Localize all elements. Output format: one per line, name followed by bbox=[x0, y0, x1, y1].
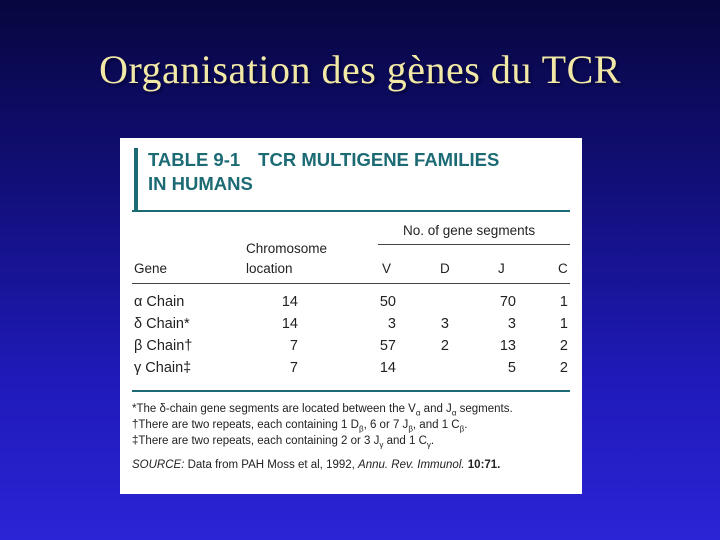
footnote-text: , 6 or 7 J bbox=[363, 419, 409, 431]
footnote-text: . bbox=[464, 419, 468, 431]
col-j: J bbox=[498, 261, 505, 276]
footnote-subscript: β bbox=[358, 424, 364, 434]
footer-rule bbox=[132, 390, 570, 392]
v-cell: 3 bbox=[387, 316, 396, 332]
header-rule bbox=[132, 210, 570, 212]
col-header-rule bbox=[132, 283, 570, 284]
c-cell: 1 bbox=[559, 294, 568, 310]
footnote-text: and 1 C bbox=[383, 435, 427, 447]
footnote-subscript: γ bbox=[379, 440, 384, 450]
gene-cell: α Chain bbox=[134, 294, 185, 310]
group-header: No. of gene segments bbox=[403, 223, 536, 238]
col-v: V bbox=[382, 261, 392, 276]
source-label: SOURCE: bbox=[132, 459, 185, 471]
j-cell: 13 bbox=[499, 338, 516, 354]
col-chromosome-2: location bbox=[246, 261, 293, 276]
chromosome-cell: 7 bbox=[289, 338, 298, 354]
footnote-text: †There are two repeats, each containing 1 D bbox=[132, 419, 359, 431]
footnote-subscript: β bbox=[459, 424, 465, 434]
chromosome-cell: 14 bbox=[281, 294, 298, 310]
footnote-subscript: γ bbox=[426, 440, 431, 450]
d-cell: 2 bbox=[440, 338, 449, 354]
slide-title: Organisation des gènes du TCR bbox=[99, 47, 621, 92]
chromosome-cell: 14 bbox=[281, 316, 298, 332]
chromosome-cell: 7 bbox=[289, 360, 298, 376]
j-cell: 5 bbox=[507, 360, 516, 376]
col-gene: Gene bbox=[134, 261, 168, 276]
c-cell: 2 bbox=[559, 338, 568, 354]
footnote-gamma bbox=[132, 434, 434, 452]
footnote-subscript: α bbox=[415, 408, 421, 418]
v-cell: 57 bbox=[379, 338, 396, 354]
table-card bbox=[120, 138, 582, 494]
footnote-text: *The δ-chain gene segments are located between the V bbox=[132, 403, 416, 415]
footnote-subscript: α bbox=[451, 408, 457, 418]
c-cell: 2 bbox=[559, 360, 568, 376]
gene-cell: β Chain† bbox=[134, 338, 193, 354]
v-cell: 50 bbox=[379, 294, 396, 310]
footnote-subscript: β bbox=[408, 424, 413, 434]
j-cell: 70 bbox=[499, 294, 516, 310]
source-note bbox=[132, 458, 500, 473]
footnote-text: ‡There are two repeats, each containing 2 or 3 J bbox=[132, 435, 380, 447]
v-cell: 14 bbox=[379, 360, 396, 376]
footnote-text: . bbox=[430, 435, 435, 447]
d-cell: 3 bbox=[440, 316, 449, 332]
table-title-line2: IN HUMANS bbox=[148, 173, 253, 194]
gene-cell: γ Chain‡ bbox=[134, 360, 192, 376]
footnote-text: and J bbox=[420, 403, 452, 415]
source-volume: 10:71. bbox=[464, 459, 501, 471]
table-title-line1 bbox=[148, 148, 574, 172]
footnote-text: , and 1 C bbox=[412, 419, 460, 431]
j-cell: 3 bbox=[507, 316, 516, 332]
col-d: D bbox=[440, 261, 450, 276]
group-underline bbox=[378, 244, 570, 245]
gene-cell: δ Chain* bbox=[134, 316, 190, 332]
c-cell: 1 bbox=[559, 316, 568, 332]
table-title-text: TCR MULTIGENE FAMILIES bbox=[258, 149, 500, 170]
table-header bbox=[134, 148, 574, 210]
source-journal: Annu. Rev. Immunol. bbox=[358, 459, 465, 471]
col-chromosome-1: Chromosome bbox=[246, 241, 328, 256]
footnote-text: segments. bbox=[456, 403, 513, 415]
source-text: Data from PAH Moss et al, 1992, bbox=[184, 459, 359, 471]
table-number: TABLE 9-1 bbox=[148, 149, 241, 170]
col-c: C bbox=[558, 261, 568, 276]
